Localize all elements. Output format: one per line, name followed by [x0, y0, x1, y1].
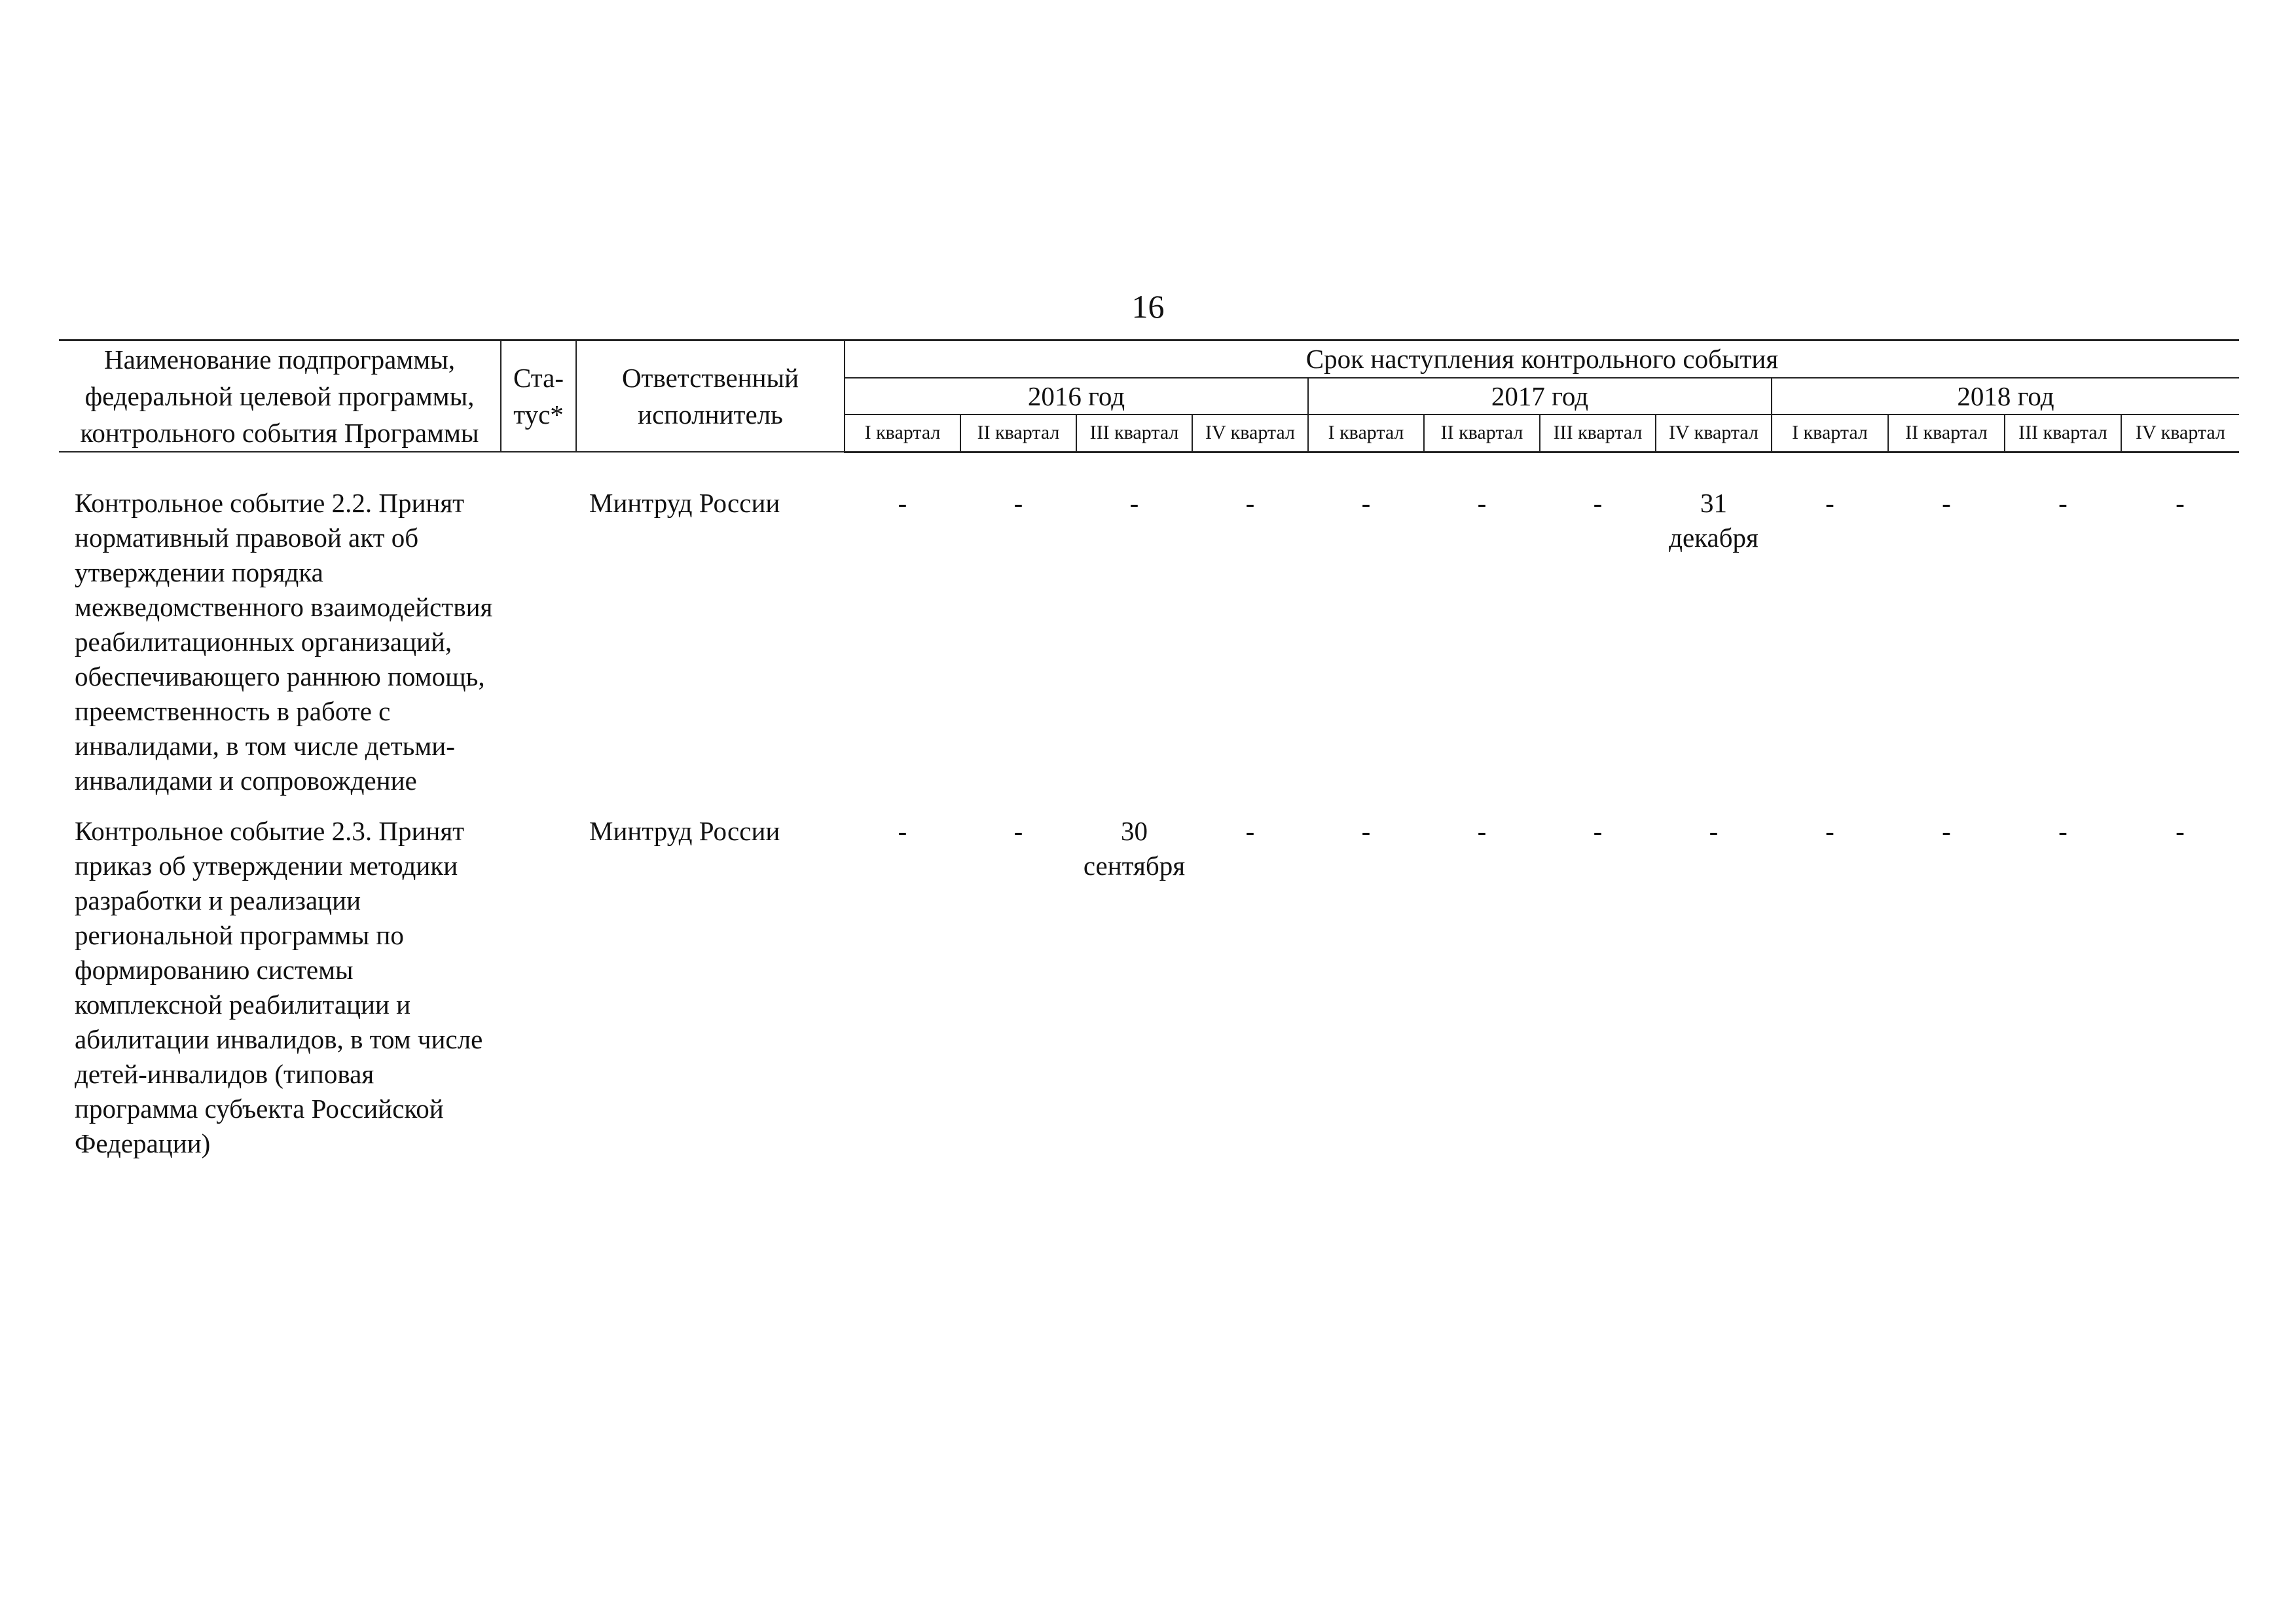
quarter-cell: -	[1129, 487, 1139, 518]
quarter-cell: -	[1593, 487, 1603, 518]
event-status	[501, 486, 576, 814]
quarter-cell: 30 сентября	[1083, 815, 1186, 881]
header-status: Ста-тус*	[501, 341, 576, 452]
quarter-cell: -	[2058, 487, 2068, 518]
quarter-cell: -	[1361, 815, 1371, 846]
header-quarter: III квартал	[1540, 415, 1656, 452]
quarter-cell: -	[1245, 487, 1255, 518]
quarter-cell: -	[898, 487, 907, 518]
quarter-cell: -	[1825, 487, 1834, 518]
header-quarter: IV квартал	[1192, 415, 1308, 452]
quarter-cell: -	[1477, 487, 1487, 518]
control-events-table	[59, 339, 2239, 1161]
quarter-cell: -	[1942, 487, 1951, 518]
quarter-cell: -	[1709, 815, 1719, 846]
header-deadline: Срок наступления контрольного события	[845, 341, 2239, 378]
quarter-cell: -	[1013, 487, 1023, 518]
page-number: 16	[1131, 288, 1165, 325]
quarter-cell: -	[1477, 815, 1487, 846]
quarter-cell: 31 декабря	[1669, 487, 1758, 553]
table-row	[59, 486, 2239, 814]
quarter-cell: -	[898, 815, 907, 846]
table-row	[59, 814, 2239, 1161]
header-quarter: II квартал	[1888, 415, 2005, 452]
table-header	[59, 341, 2239, 452]
header-name: Наименование подпрограммы, федеральной целевой программы, контрольного события Программы	[59, 341, 501, 452]
header-year-2017: 2017 год	[1308, 378, 1772, 415]
header-quarter: I квартал	[1308, 415, 1424, 452]
quarter-cell: -	[1593, 815, 1603, 846]
header-year-2016: 2016 год	[845, 378, 1308, 415]
header-quarter: I квартал	[845, 415, 960, 452]
event-executor: Минтруд России	[589, 815, 780, 846]
header-quarter: II квартал	[960, 415, 1076, 452]
quarter-cell: -	[1825, 815, 1834, 846]
quarter-cell: -	[2176, 815, 2185, 846]
event-executor: Минтруд России	[589, 487, 780, 518]
quarter-cell: -	[2176, 487, 2185, 518]
event-name: Контрольное событие 2.3. Принят приказ об утверждении методики разработки и реализации региональной программы по формированию системы комплексной реабилитации и абилитации инвалидов, в том числе детей-инвалидов (типовая программа субъекта Российской Федерации)	[75, 815, 483, 1158]
event-status	[501, 814, 576, 1161]
header-executor: Ответственный исполнитель	[576, 341, 845, 452]
header-quarter: III квартал	[2005, 415, 2121, 452]
quarter-cell: -	[1361, 487, 1371, 518]
header-quarter: III квартал	[1076, 415, 1192, 452]
quarter-cell: -	[1245, 815, 1255, 846]
quarter-cell: -	[1942, 815, 1951, 846]
quarter-cell: -	[2058, 815, 2068, 846]
header-quarter: II квартал	[1424, 415, 1540, 452]
header-quarter: IV квартал	[2121, 415, 2239, 452]
event-name: Контрольное событие 2.2. Принят нормативный правовой акт об утверждении порядка межведомственного взаимодействия реабилитационных организаций, обеспечивающего раннюю помощь, преемственность в работе с инвалидами, в том числе детьми-инвалидами и сопровождение	[75, 487, 493, 796]
header-year-2018: 2018 год	[1772, 378, 2239, 415]
quarter-cell: -	[1013, 815, 1023, 846]
header-quarter: I квартал	[1772, 415, 1888, 452]
header-quarter: IV квартал	[1656, 415, 1772, 452]
